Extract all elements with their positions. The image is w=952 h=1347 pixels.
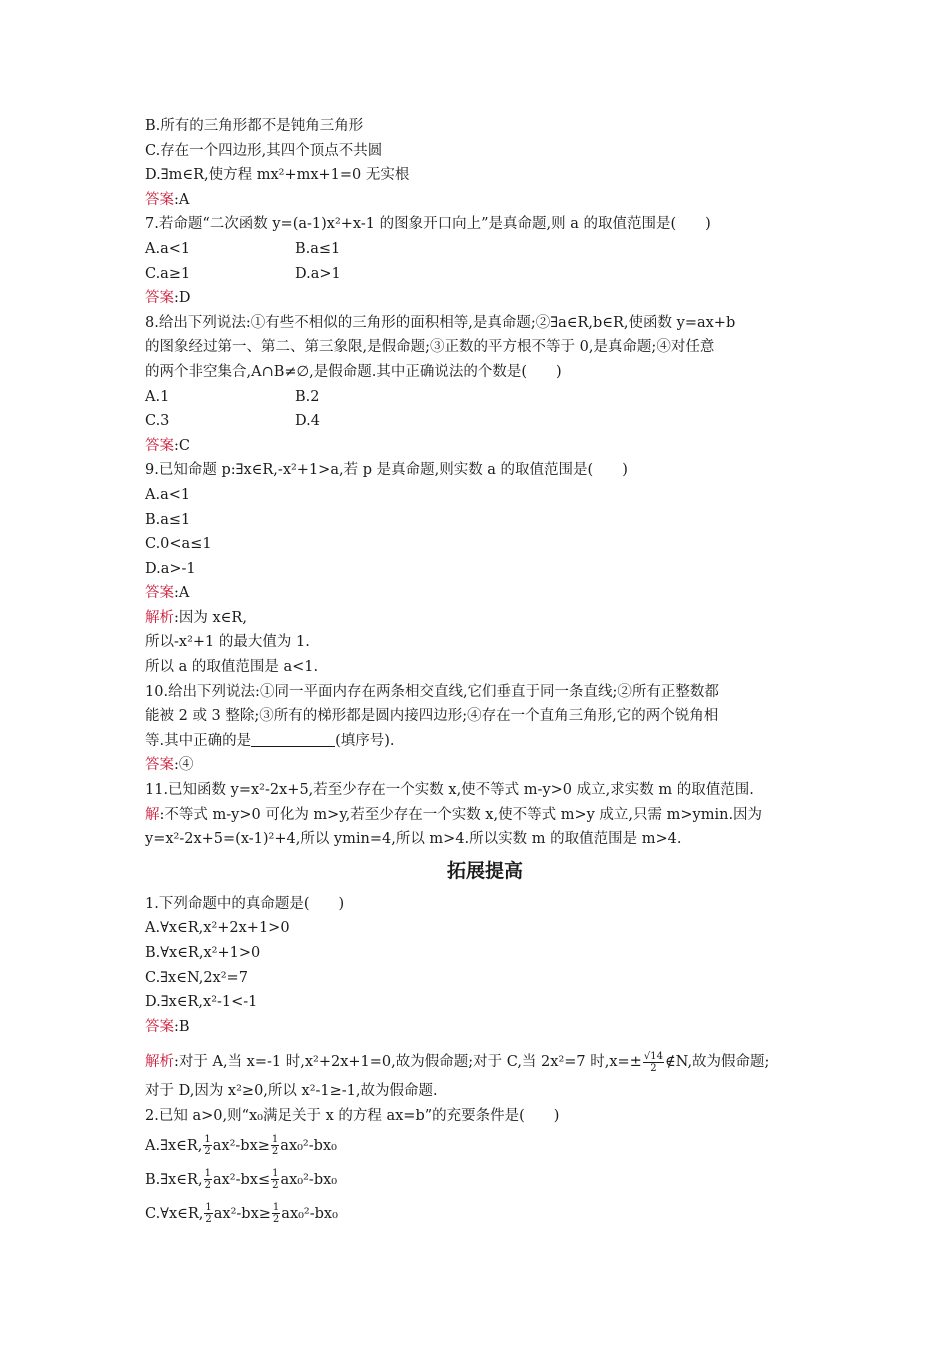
explanation-text: :对于 A,当 x=-1 时,x²+2x+1=0,故为假命题;对于 C,当 2x²=7 时,x=± [174, 1054, 642, 1071]
ext1-option-a: A.∀x∈R,x²+2x+1>0 [145, 920, 290, 937]
ext1-option-d: D.∃x∈R,x²-1<-1 [145, 994, 258, 1011]
ext-question-1: 1.下列命题中的真命题是( ) [145, 895, 345, 912]
explanation-label: 解析 [145, 609, 174, 626]
document-page [145, 114, 825, 1231]
fraction: $\frac{√14}{2}$ [643, 1050, 663, 1074]
q10-text-end: (填序号). [335, 732, 395, 749]
question-8-line-3: 的两个非空集合,A∩B≠∅,是假命题.其中正确说法的个数是( ) [145, 363, 562, 380]
fraction-half: $\frac{1}{2}$ [204, 1168, 211, 1192]
fraction-half: $\frac{1}{2}$ [271, 1134, 279, 1158]
answer-label: 答案 [145, 757, 174, 774]
q10-text: 等.其中正确的是 [145, 732, 252, 749]
answer-label: 答案 [145, 1018, 174, 1035]
answer-value: :A [174, 585, 190, 602]
explanation-text: :因为 x∈R, [174, 609, 247, 626]
q9-option-a: A.a<1 [145, 486, 191, 503]
q9-option-c: C.0<a≤1 [145, 536, 212, 553]
answer-label: 答案 [145, 585, 174, 602]
ext1-option-b: B.∀x∈R,x²+1>0 [145, 945, 261, 961]
question-11: 11.已知函数 y=x²-2x+5,若至少存在一个实数 x,使不等式 m-y>0 成立,求实数 m 的取值范围. [145, 782, 754, 799]
option-b-line: B.所有的三角形都不是钝角三角形 [145, 118, 364, 134]
option-mid: ax²-bx≥ [212, 1137, 270, 1154]
ext-question-2: 2.已知 a>0,则“x₀满足关于 x 的方程 ax=b”的充要条件是( ) [145, 1107, 560, 1124]
q7-answer [145, 286, 825, 311]
explanation-text-end: ∉N,故为假命题; [664, 1054, 770, 1071]
answer-value: :B [174, 1018, 190, 1035]
q9-explanation-3: 所以 a 的取值范围是 a<1. [145, 659, 319, 676]
q7-option-a: A.a<1 [145, 240, 191, 257]
q7-option-d: D.a>1 [295, 265, 341, 282]
q7-options-row-1 [145, 237, 825, 262]
answer-value: :④ [174, 757, 194, 774]
q11-solution-2: y=x²-2x+5=(x-1)²+4,所以 ymin=4,所以 m>4.所以实数 m 的取值范围是 m>4. [145, 831, 682, 848]
question-10-line-1: 10.给出下列说法:①同一平面内存在两条相交直线,它们垂直于同一条直线;②所有正整数都 [145, 683, 719, 700]
answer-value: :C [174, 437, 190, 454]
option-mid: ax²-bx≤ [212, 1171, 271, 1188]
ext1-explanation-1 [145, 1045, 825, 1079]
fraction-half: $\frac{1}{2}$ [205, 1202, 212, 1226]
answer-label: 答案 [145, 290, 174, 307]
option-post: ax₀²-bx₀ [280, 1171, 338, 1188]
fraction-half: $\frac{1}{2}$ [204, 1134, 211, 1158]
question-10-line-2: 能被 2 或 3 整除;③所有的梯形都是圆内接四边形;④存在一个直角三角形,它的两个锐角相 [145, 708, 719, 725]
explanation-label: 解析 [145, 1054, 174, 1071]
q8-option-b: B.2 [295, 388, 320, 405]
q8-option-c: C.3 [145, 413, 170, 430]
fraction-half: $\frac{1}{2}$ [272, 1168, 279, 1192]
q8-options-row-2 [145, 409, 825, 434]
section-title: 拓展提高 [446, 859, 523, 882]
q8-option-a: A.1 [145, 388, 170, 405]
option-post: ax₀²-bx₀ [280, 1137, 337, 1154]
answer-label: 答案 [145, 437, 174, 454]
option-d-line: D.∃m∈R,使方程 mx²+mx+1=0 无实根 [145, 167, 410, 184]
q8-answer [145, 434, 825, 459]
option-prefix: B.∃x∈R, [145, 1171, 203, 1188]
option-prefix: A.∃x∈R, [145, 1137, 203, 1154]
solution-label: 解 [145, 806, 160, 823]
question-8-line-2: 的图象经过第一、第二、第三象限,是假命题;③正数的平方根不等于 0,是真命题;④对任意 [145, 339, 715, 356]
q8-options-row-1 [145, 385, 825, 410]
question-9: 9.已知命题 p:∃x∈R,-x²+1>a,若 p 是真命题,则实数 a 的取值范围是( ) [145, 462, 628, 479]
answer-value: :A [174, 191, 190, 208]
q7-option-b: B.a≤1 [295, 240, 341, 257]
question-8-line-1: 8.给出下列说法:①有些不相似的三角形的面积相等,是真命题;②∃a∈R,b∈R,使函数 y=ax+b [145, 314, 736, 331]
solution-text: :不等式 m-y>0 可化为 m>y,若至少存在一个实数 x,使不等式 m>y 成立,只需 m>ymin.因为 [159, 806, 763, 823]
q9-answer [145, 581, 825, 606]
q9-explanation-2: 所以-x²+1 的最大值为 1. [145, 634, 310, 651]
option-post: ax₀²-bx₀ [281, 1205, 338, 1222]
answer-value: :D [174, 290, 191, 307]
q11-solution-1 [145, 803, 825, 828]
fraction-half: $\frac{1}{2}$ [272, 1202, 280, 1226]
ext2-option-a [145, 1129, 825, 1163]
question-7: 7.若命题“二次函数 y=(a-1)x²+x-1 的图象开口向上”是真命题,则 a 的取值范围是( ) [145, 216, 711, 233]
fill-in-blank [251, 732, 335, 747]
answer-line [145, 188, 825, 213]
q7-options-row-2 [145, 262, 825, 287]
q8-option-d: D.4 [295, 413, 320, 430]
ext1-answer [145, 1015, 825, 1040]
q9-explanation-1 [145, 606, 825, 631]
option-prefix: C.∀x∈R, [145, 1205, 204, 1222]
q9-option-b: B.a≤1 [145, 511, 191, 528]
q9-option-d: D.a>-1 [145, 560, 196, 577]
ext1-option-c: C.∃x∈N,2x²=7 [145, 969, 248, 986]
option-c-line: C.存在一个四边形,其四个顶点不共圆 [145, 142, 383, 159]
ext2-option-b [145, 1163, 825, 1197]
q7-option-c: C.a≥1 [145, 265, 191, 282]
ext2-option-c [145, 1197, 825, 1231]
ext1-explanation-2: 对于 D,因为 x²≥0,所以 x²-1≥-1,故为假命题. [145, 1083, 438, 1100]
answer-label: 答案 [145, 191, 174, 208]
option-mid: ax²-bx≥ [213, 1205, 271, 1222]
question-10-line-3 [145, 729, 825, 754]
q10-answer [145, 753, 825, 778]
